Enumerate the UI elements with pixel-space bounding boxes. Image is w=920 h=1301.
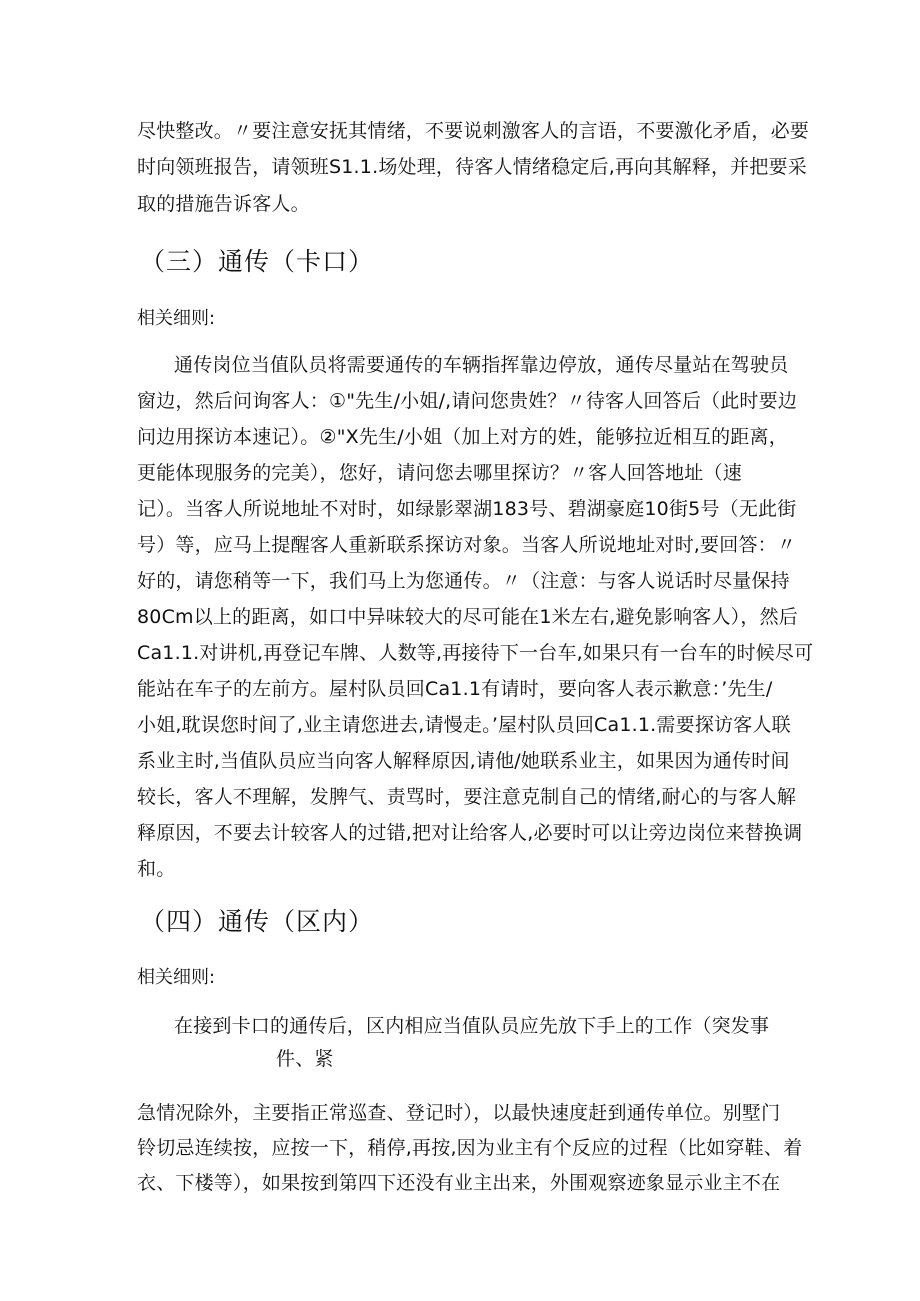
paragraph-line: 小姐,耽误您时间了,业主请您进去,请慢走。’屋村队员回Ca1.1.需要探访客人联 <box>137 714 791 736</box>
paragraph-line: 在接到卡口的通传后，区内相应当值队员应先放下手上的工作（突发事 <box>174 1015 770 1037</box>
paragraph-line: 记）。当客人所说地址不对时，如绿影翠湖183号、碧湖豪庭10街5号（无此街 <box>137 498 797 520</box>
section-heading: （四）通传（区内） <box>140 907 375 936</box>
paragraph-line: 释原因，不要去计较客人的过错,把对让给客人,必要时可以让旁边岗位来替换调 <box>137 822 803 844</box>
paragraph-line: 好的，请您稍等一下，我们马上为您通传。〃（注意：与客人说话时尽量保持 <box>137 570 790 592</box>
paragraph-line: 问边用探访本速记）。②"X先生/小姐（加上对方的姓，能够拉近相互的距离， <box>137 426 788 448</box>
paragraph-line: 通传岗位当值队员将需要通传的车辆指挥靠边停放，通传尽量站在驾驶员 <box>174 354 789 376</box>
paragraph-line: 时向领班报告，请领班S1.1.场处理，待客人情绪稳定后,再向其解释，并把要采 <box>137 156 807 178</box>
paragraph-line: 急情况除外，主要指正常巡查、登记时），以最快速度赶到通传单位。别墅门 <box>137 1102 781 1124</box>
paragraph-line: 取的措施告诉客人。 <box>137 193 310 215</box>
section-label: 相关细则: <box>137 308 216 329</box>
paragraph-line: 能站在车子的左前方。屋村队员回Ca1.1有请时，要向客人表示歉意：’先生/ <box>137 678 773 700</box>
paragraph-line: 件、紧 <box>276 1048 334 1070</box>
paragraph-line: 和。 <box>137 858 176 880</box>
paragraph-line: 铃切忌连续按，应按一下，稍停,再按,因为业主有个反应的过程（比如穿鞋、着 <box>137 1137 803 1159</box>
section-label: 相关细则: <box>137 967 216 988</box>
paragraph-line: 80Cm以上的距离，如口中异味较大的尽可能在1米左右,避免影响客人），然后 <box>137 606 798 628</box>
paragraph-line: 号）等，应马上提醒客人重新联系探访对象。当客人所说地址对时,要回答：〃 <box>137 534 797 556</box>
paragraph-line: 尽快整改。〃要注意安抚其情绪，不要说刺激客人的言语，不要激化矛盾，必要 <box>137 120 810 142</box>
section-heading: （三）通传（卡口） <box>140 247 375 276</box>
paragraph-line: 较长，客人不理解，发脾气、责骂时，要注意克制自己的情绪,耐心的与客人解 <box>137 786 797 808</box>
paragraph-line: 窗边，然后问询客人：①"先生/小姐/,请问您贵姓？〃待客人回答后（此时要边 <box>137 390 798 412</box>
paragraph-line: 系业主时,当值队员应当向客人解释原因,请他/她联系业主，如果因为通传时间 <box>137 750 790 772</box>
paragraph-line: Ca1.1.对讲机,再登记车牌、人数等,再接待下一台车,如果只有一台车的时候尽可 <box>137 642 814 664</box>
paragraph-line: 衣、下楼等），如果按到第四下还没有业主出来，外围观察迹象显示业主不在 <box>137 1172 781 1194</box>
paragraph-line: 更能体现服务的完美），您好，请问您去哪里探访？〃客人回答地址（速 <box>137 462 742 484</box>
